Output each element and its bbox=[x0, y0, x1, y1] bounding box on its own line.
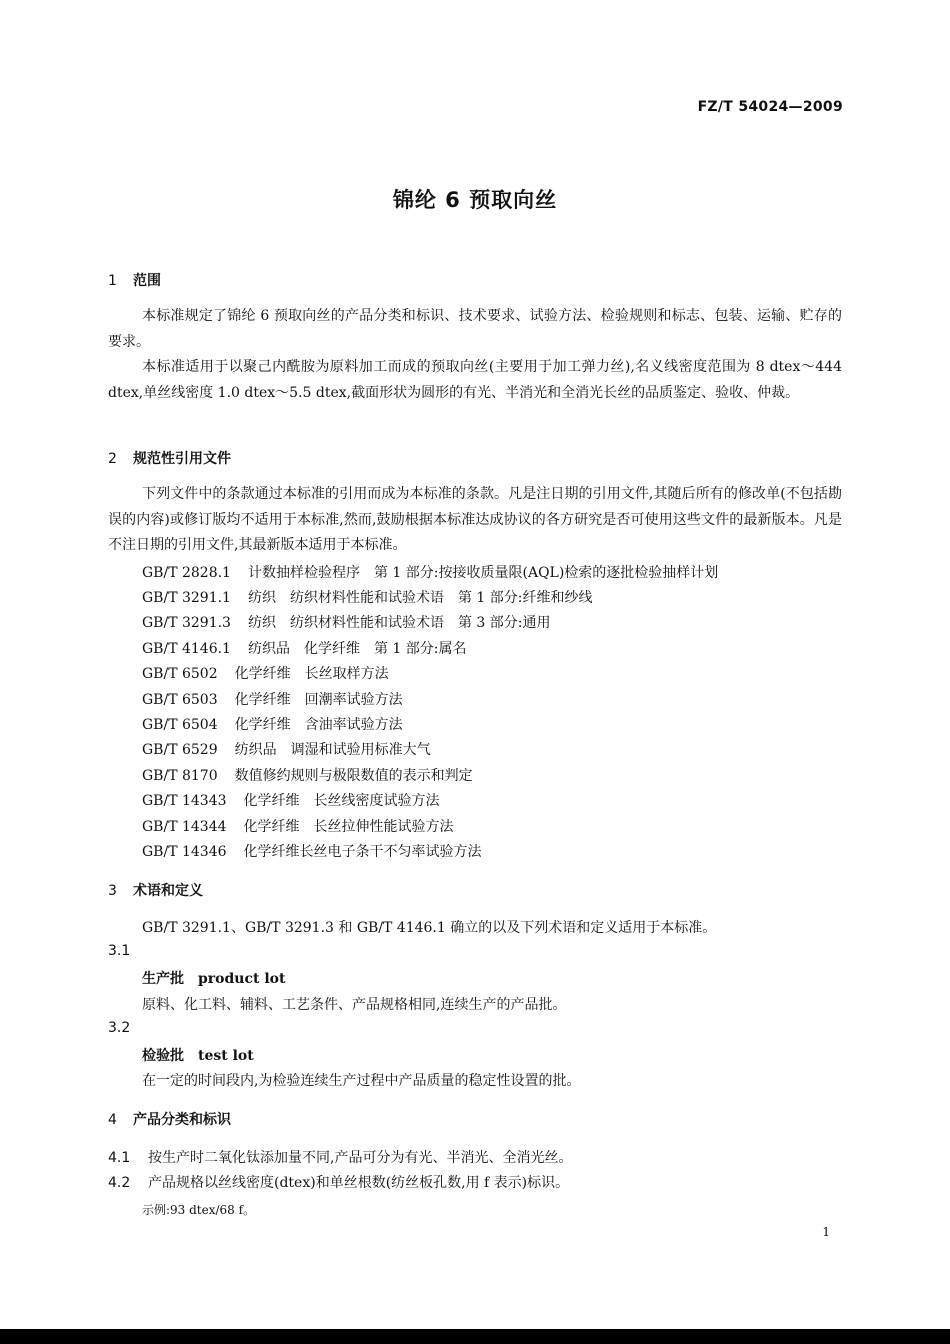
section-number: 2 bbox=[108, 451, 117, 467]
section-2-heading bbox=[108, 448, 231, 468]
reference-code: GB/T 4146.1 bbox=[142, 641, 231, 657]
reference-title: 纺织 纺织材料性能和试验术语 第 3 部分:通用 bbox=[247, 615, 551, 631]
term-en: test lot bbox=[198, 1048, 254, 1064]
bottom-bar bbox=[0, 1329, 950, 1344]
term-heading bbox=[142, 968, 285, 988]
reference-title: 化学纤维 长丝取样方法 bbox=[234, 666, 389, 682]
reference-item bbox=[142, 587, 593, 607]
reference-title: 化学纤维长丝电子条干不匀率试验方法 bbox=[243, 844, 482, 860]
clause-item bbox=[108, 1147, 572, 1167]
reference-item bbox=[142, 714, 403, 734]
reference-code: GB/T 14344 bbox=[142, 819, 227, 835]
document-title: 锦纶 6 预取向丝 bbox=[392, 188, 558, 212]
reference-title: 纺织品 化学纤维 第 1 部分:属名 bbox=[247, 641, 467, 657]
section-title: 产品分类和标识 bbox=[133, 1112, 231, 1128]
reference-item bbox=[142, 816, 454, 836]
reference-code: GB/T 3291.3 bbox=[142, 615, 231, 631]
scope-paragraph-2: 本标准适用于以聚己内酰胺为原料加工而成的预取向丝(主要用于加工弹力丝),名义线密度范围为 8 dtex～444 dtex,单丝线密度 1.0 dtex～5.5 dtex,截面形状为圆形的有光、半消光和全消光长丝的品质鉴定、验收、仲裁。 bbox=[108, 359, 842, 401]
reference-item bbox=[142, 689, 403, 709]
clause-number: 4.2 bbox=[108, 1175, 131, 1191]
reference-code: GB/T 2828.1 bbox=[142, 565, 231, 581]
reference-item bbox=[142, 638, 467, 658]
reference-title: 纺织 纺织材料性能和试验术语 第 1 部分:纤维和纱线 bbox=[247, 590, 593, 606]
reference-item bbox=[142, 612, 551, 632]
reference-code: GB/T 14343 bbox=[142, 793, 227, 809]
clause-number: 4.1 bbox=[108, 1150, 131, 1166]
normative-references-paragraph: 下列文件中的条款通过本标准的引用而成为本标准的条款。凡是注日期的引用文件,其随后所有的修改单(不包括勘误的内容)或修订版均不适用于本标准,然而,鼓励根据本标准达成协议的各方研究是否可使用这些文件的最新版本。凡是不注日期的引用文件,其最新版本适用于本标准。 bbox=[108, 486, 842, 553]
reference-code: GB/T 6529 bbox=[142, 742, 218, 758]
reference-title: 化学纤维 含油率试验方法 bbox=[234, 717, 403, 733]
term-heading bbox=[142, 1045, 254, 1065]
reference-item bbox=[142, 663, 389, 683]
page-number: 1 bbox=[822, 1225, 830, 1239]
example-note: 示例:93 dtex/68 f。 bbox=[142, 1203, 256, 1217]
term-number: 3.1 bbox=[108, 943, 131, 959]
reference-code: GB/T 6504 bbox=[142, 717, 218, 733]
clause-text: 按生产时二氧化钛添加量不同,产品可分为有光、半消光、全消光丝。 bbox=[148, 1150, 573, 1166]
section-title: 范围 bbox=[133, 273, 161, 289]
reference-code: GB/T 3291.1 bbox=[142, 590, 231, 606]
reference-title: 数值修约规则与极限数值的表示和判定 bbox=[234, 768, 473, 784]
section-1-heading bbox=[108, 270, 161, 290]
standard-number: FZ/T 54024—2009 bbox=[697, 99, 843, 115]
reference-title: 化学纤维 回潮率试验方法 bbox=[234, 692, 403, 708]
clause-item bbox=[108, 1172, 569, 1192]
reference-item bbox=[142, 841, 482, 861]
scope-paragraph-1: 本标准规定了锦纶 6 预取向丝的产品分类和标识、技术要求、试验方法、检验规则和标志、包装、运输、贮存的要求。 bbox=[108, 308, 842, 350]
reference-title: 纺织品 调湿和试验用标准大气 bbox=[234, 742, 431, 758]
section-title: 术语和定义 bbox=[133, 883, 203, 899]
term-definition: 在一定的时间段内,为检验连续生产过程中产品质量的稳定性设置的批。 bbox=[142, 1073, 581, 1089]
reference-title: 化学纤维 长丝拉伸性能试验方法 bbox=[243, 819, 454, 835]
section-title: 规范性引用文件 bbox=[133, 451, 231, 467]
reference-item bbox=[142, 562, 718, 582]
section-4-heading bbox=[108, 1109, 231, 1129]
reference-title: 计数抽样检验程序 第 1 部分:按接收质量限(AQL)检索的逐批检验抽样计划 bbox=[247, 565, 719, 581]
section-number: 3 bbox=[108, 883, 117, 899]
terms-intro: GB/T 3291.1、GB/T 3291.3 和 GB/T 4146.1 确立的以及下列术语和定义适用于本标准。 bbox=[142, 920, 717, 936]
reference-code: GB/T 14346 bbox=[142, 844, 227, 860]
reference-code: GB/T 6503 bbox=[142, 692, 218, 708]
term-definition: 原料、化工料、辅料、工艺条件、产品规格相同,连续生产的产品批。 bbox=[142, 997, 567, 1013]
reference-item bbox=[142, 790, 440, 810]
term-number: 3.2 bbox=[108, 1020, 131, 1036]
reference-title: 化学纤维 长丝线密度试验方法 bbox=[243, 793, 440, 809]
term-zh: 生产批 bbox=[142, 971, 184, 987]
section-number: 1 bbox=[108, 273, 117, 289]
term-en: product lot bbox=[198, 971, 286, 987]
reference-code: GB/T 6502 bbox=[142, 666, 218, 682]
clause-text: 产品规格以丝线密度(dtex)和单丝根数(纺丝板孔数,用 f 表示)标识。 bbox=[148, 1175, 570, 1191]
reference-item bbox=[142, 739, 431, 759]
reference-item bbox=[142, 765, 473, 785]
reference-code: GB/T 8170 bbox=[142, 768, 218, 784]
term-zh: 检验批 bbox=[142, 1048, 184, 1064]
section-3-heading bbox=[108, 880, 203, 900]
section-number: 4 bbox=[108, 1112, 117, 1128]
